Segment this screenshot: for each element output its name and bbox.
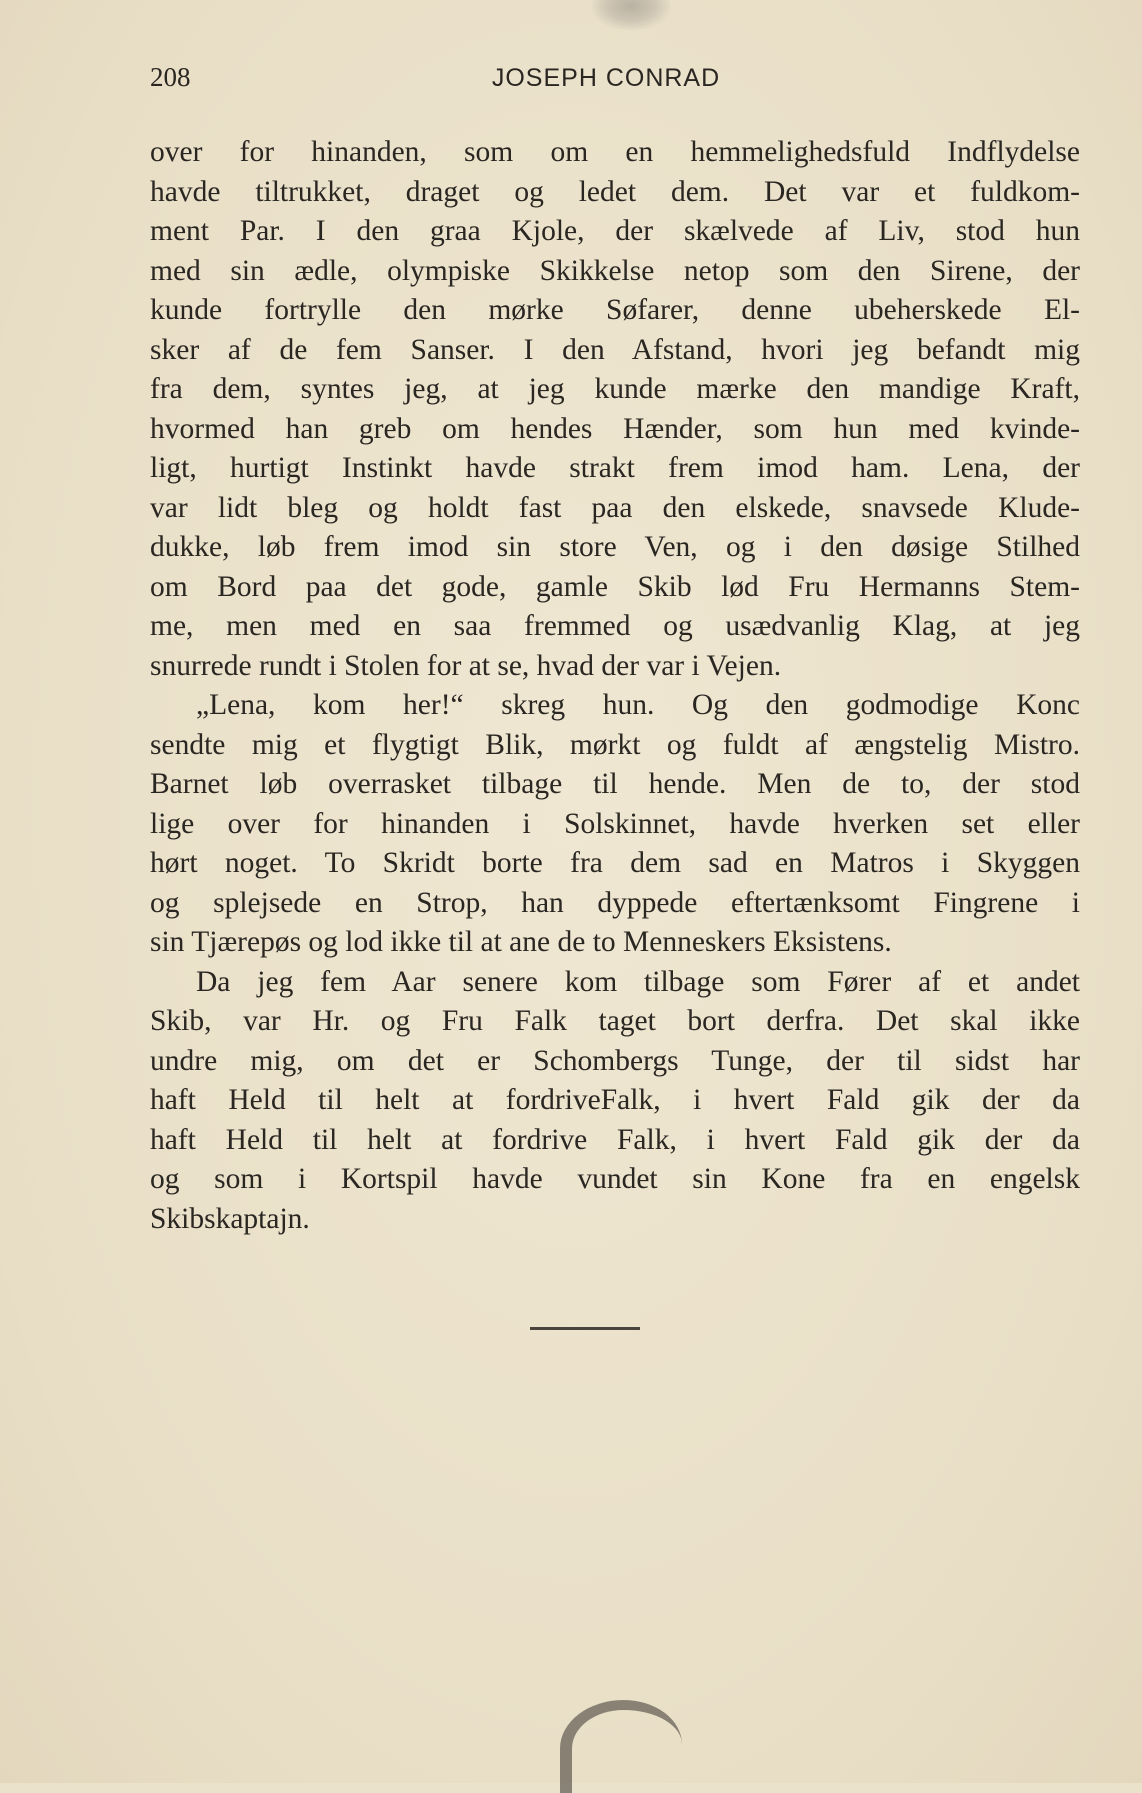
text-line: var lidt bleg og holdt fast paa den elskede, snavsede Klude- <box>150 491 1080 524</box>
text-line: om Bord paa det gode, gamle Skib lød Fru Hermanns Stem- <box>150 570 1080 603</box>
text-line: sker af de fem Sanser. I den Afstand, hvori jeg befandt mig <box>150 333 1080 366</box>
text-line: lige over for hinanden i Solskinnet, havde hverken set eller <box>150 807 1080 840</box>
text-line: Da jeg fem Aar senere kom tilbage som Fører af et andet <box>196 965 1080 998</box>
page-number: 208 <box>150 62 191 92</box>
text-line: havde tiltrukket, draget og ledet dem. Det var et fuldkom- <box>150 175 1080 208</box>
text-line: kunde fortrylle den mørke Søfarer, denne ubeherskede El- <box>150 294 1080 326</box>
text-line: og som i Kortspil havde vundet sin Kone fra en engelsk <box>150 1163 1080 1195</box>
text-line: hvormed han greb om hendes Hænder, som hun med kvinde- <box>150 412 1080 445</box>
text-line: dukke, løb frem imod sin store Ven, og i den døsige Stilhed <box>150 531 1080 563</box>
end-rule <box>530 1327 640 1330</box>
text-line: ligt, hurtigt Instinkt havde strakt frem imod ham. Lena, der <box>150 452 1080 484</box>
page-header <box>150 62 1062 102</box>
text-line: undre mig, om det er Schombergs Tunge, der til sidst har <box>150 1044 1080 1077</box>
body-text <box>150 133 1080 1239</box>
text-line: sendte mig et flygtigt Blik, mørkt og fuldt af ængstelig Mistro. <box>150 728 1080 761</box>
text-line: Barnet løb overrasket tilbage til hende. Men de to, der stod <box>150 768 1080 800</box>
text-line: hørt noget. To Skridt borte fra dem sad en Matros i Skyggen <box>150 847 1080 879</box>
text-line: ment Par. I den graa Kjole, der skælvede af Liv, stod hun <box>150 215 1080 247</box>
text-line: fra dem, syntes jeg, at jeg kunde mærke den mandige Kraft, <box>150 373 1080 405</box>
text-line: Skibskaptajn. <box>150 1202 310 1235</box>
text-line: Skib, var Hr. og Fru Falk taget bort derfra. Det skal ikke <box>150 1005 1080 1037</box>
scan-smudge-top <box>592 0 670 30</box>
text-line: haft Held til helt at fordriveFalk, i hvert Fald gik der da <box>150 1084 1080 1116</box>
text-line: med sin ædle, olympiske Skikkelse netop som den Sirene, der <box>150 254 1080 287</box>
text-line: haft Held til helt at fordrive Falk, i hvert Fald gik der da <box>150 1123 1080 1156</box>
text-line: me, men med en saa fremmed og usædvanlig Klag, at jeg <box>150 610 1080 642</box>
running-head: JOSEPH CONRAD <box>491 64 721 92</box>
text-line: og splejsede en Strop, han dyppede eftertænksomt Fingrene i <box>150 886 1080 919</box>
text-line: snurrede rundt i Stolen for at se, hvad der var i Vejen. <box>150 649 782 682</box>
scan-smudge-bottom <box>560 1700 682 1793</box>
text-line: over for hinanden, som om en hemmelighedsfuld Indflydelse <box>150 136 1080 168</box>
text-line: sin Tjærepøs og lod ikke til at ane de to Menneskers Eksistens. <box>150 926 892 958</box>
text-line: „Lena, kom her!“ skreg hun. Og den godmodige Konc <box>196 689 1080 721</box>
